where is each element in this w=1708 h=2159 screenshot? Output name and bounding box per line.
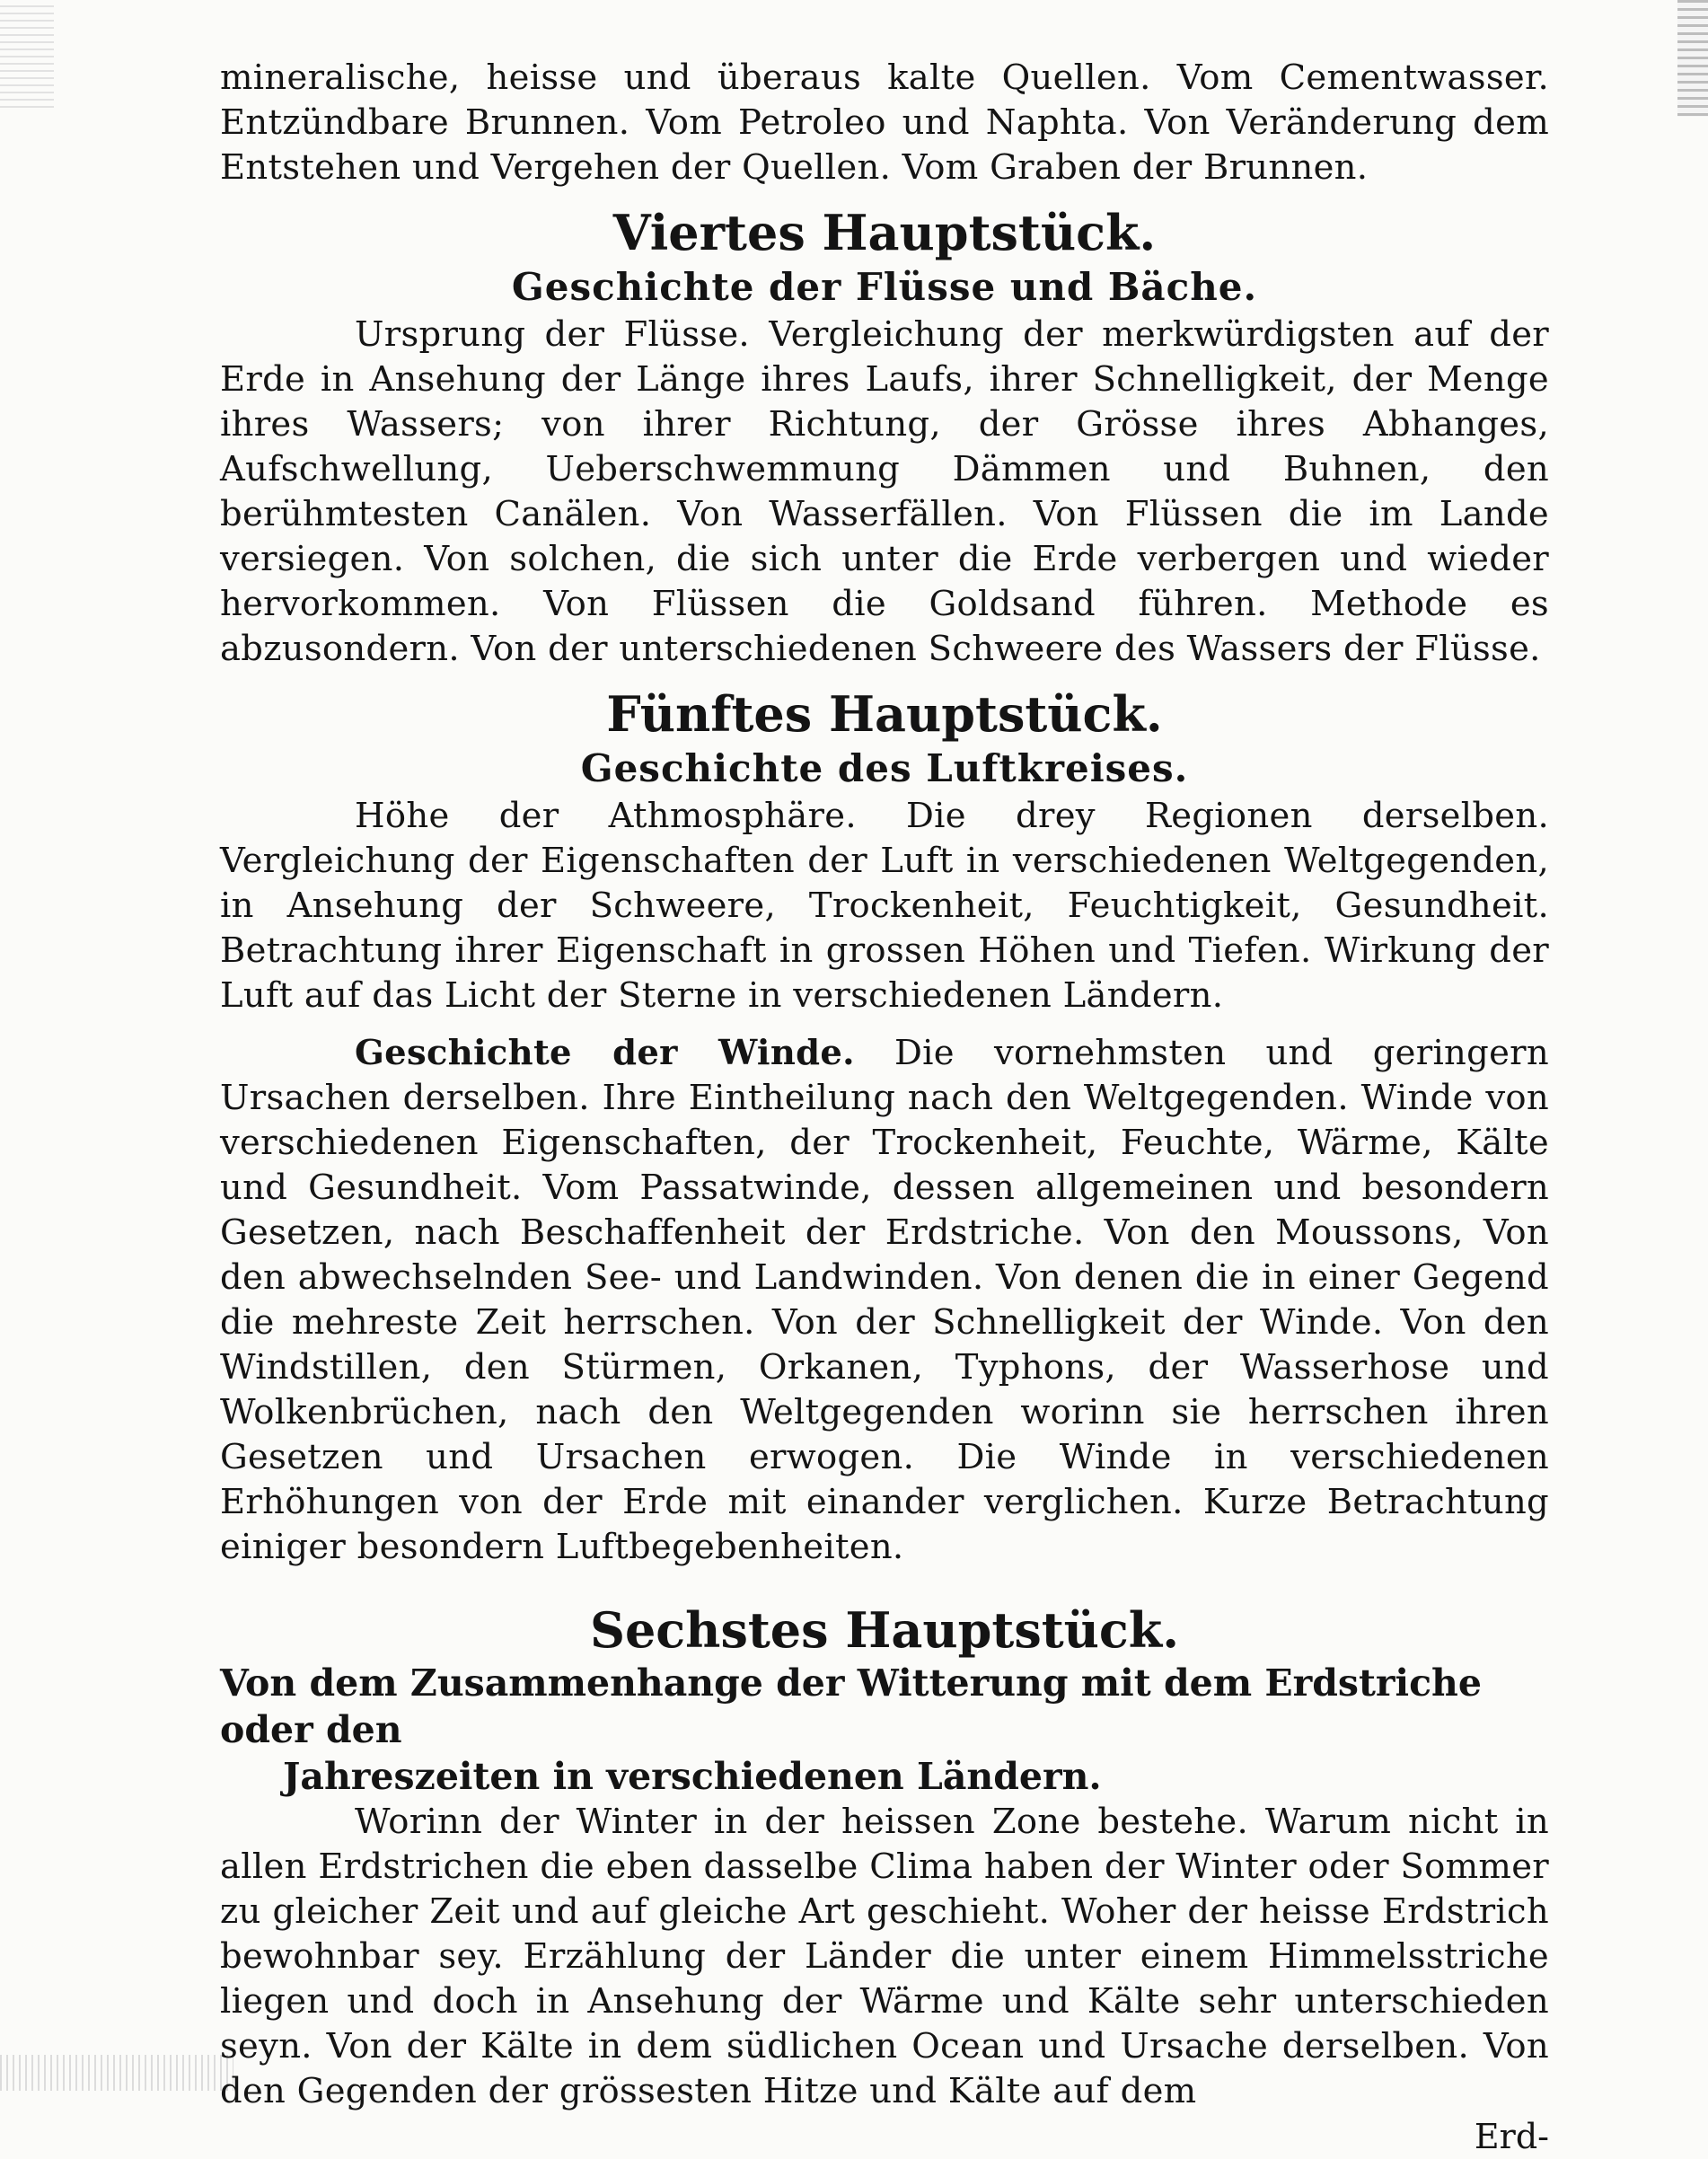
- paragraph-climate: Worinn der Winter in der heissen Zone bestehe. Warum nicht in allen Erdstrichen die eben dasselbe Clima haben der Winter oder Sommer zu gleicher Zeit und auf gleiche Art geschieht. Woher der heisse Erdstrich bewohnbar sey. Erzählung der Länder die unter einem Himmelsstriche liegen und doch in Ansehung der Wärme und Kälte sehr unterschieden seyn. Von der Kälte in dem südlichen Ocean und Ursache derselben. Von den Gegenden der grössesten Hitze und Kälte auf dem: [220, 1802, 1549, 2111]
- page-edge-speckle: [0, 2055, 233, 2091]
- paragraph-winds: [220, 1031, 1549, 1570]
- chapter-title-6-line1: Von dem Zusammenhange der Witterung mit dem Erdstriche oder den: [220, 1661, 1482, 1751]
- chapter-title-4: Geschichte der Flüsse und Bäche.: [511, 265, 1258, 309]
- paragraph-rivers: Ursprung der Flüsse. Vergleichung der merkwürdigsten auf der Erde in Ansehung der Länge ihres Laufs, ihrer Schnelligkeit, der Menge ihres Wassers; von ihrer Richtung, der Grösse ihres Abhanges, Aufschwellung, Ueberschwemmung Dämmen und Buhnen, den berühmtesten Canälen. Von Wasserfällen. Von Flüssen die im Lande versiegen. Von solchen, die sich unter die Erde verbergen und wieder hervorkommen. Von Flüssen die Goldsand führen. Methode es abzusondern. Von der unterschiedenen Schweere des Wassers der Flüsse.: [220, 314, 1549, 669]
- chapter-title-6: [220, 1660, 1549, 1800]
- paragraph-springs: mineralische, heisse und überaus kalte Quellen. Vom Cementwasser. Entzündbare Brunnen. Vom Petroleo und Naphta. Von Veränderung dem Entstehen und Vergehen der Quellen. Vom Graben der Brunnen.: [220, 57, 1549, 188]
- catchword: Erd-: [1474, 2117, 1549, 2156]
- winds-body: Die vornehmsten und geringern Ursachen derselben. Ihre Eintheilung nach den Weltgegenden. Winde von verschiedenen Eigenschaften, der Trockenheit, Feuchte, Wärme, Kälte und Gesundheit. Vom Passatwinde, dessen allgemeinen und besondern Gesetzen, nach Beschaffenheit der Erdstriche. Von den Moussons, Von den abwechselnden See- und Landwinden. Von denen die in einer Gegend die mehreste Zeit herrschen. Von der Schnelligkeit der Winde. Von den Windstillen, den Stürmen, Orkanen, Typhons, der Wasserhose und Wolkenbrüchen, nach den Weltgegenden worinn sie herrschen ihren Gesetzen und Ursachen erwogen. Die Winde in verschiedenen Erhöhungen von der Erde mit einander verglichen. Kurze Betrachtung einiger besondern Luftbegebenheiten.: [220, 1033, 1549, 1567]
- chapter-heading-5: Fünftes Hauptstück.: [606, 685, 1163, 743]
- page-edge-speckle: [0, 0, 54, 108]
- winds-lead: Geschichte der Winde.: [355, 1033, 855, 1073]
- chapter-heading-6: Sechstes Hauptstück.: [589, 1601, 1180, 1659]
- paragraph-atmosphere: Höhe der Athmosphäre. Die drey Regionen derselben. Vergleichung der Eigenschaften der Luft in verschiedenen Weltgegenden, in Ansehung der Schweere, Trockenheit, Feuchtigkeit, Gesundheit. Betrachtung ihrer Eigenschaft in grossen Höhen und Tiefen. Wirkung der Luft auf das Licht der Sterne in verschiedenen Ländern.: [220, 796, 1549, 1016]
- book-page: [220, 56, 1549, 2159]
- chapter-title-5: Geschichte des Luftkreises.: [580, 746, 1189, 790]
- page-edge-shadow: [1677, 0, 1708, 117]
- chapter-title-6-line2: Jahreszeiten in verschiedenen Ländern.: [283, 1755, 1102, 1798]
- chapter-heading-4: Viertes Hauptstück.: [612, 204, 1157, 261]
